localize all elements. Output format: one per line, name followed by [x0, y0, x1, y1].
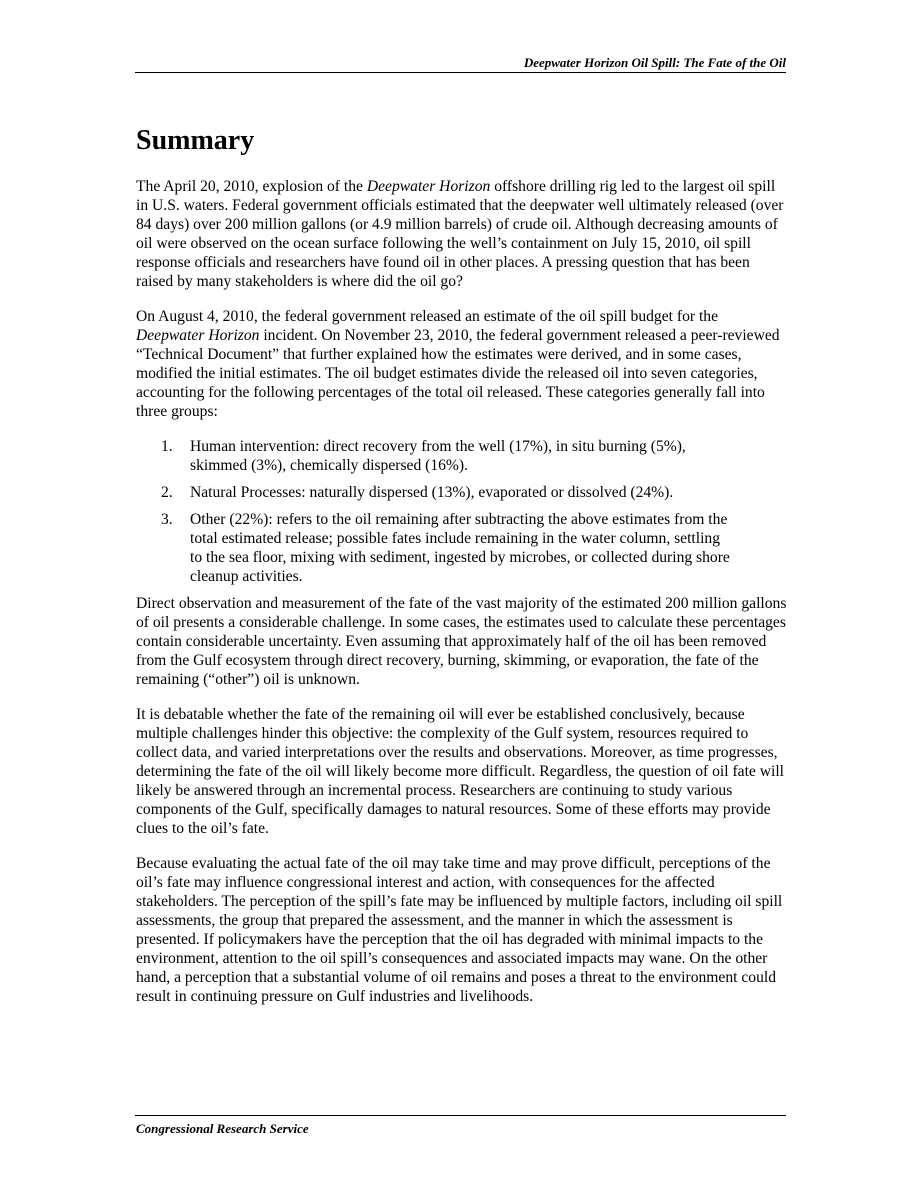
paragraph-1: [136, 177, 788, 291]
list-item-text: Other (22%): refers to the oil remaining after subtracting the above estimates from the total estimated release; possible fates include remaining in the water column, settling to the sea floor, mixing with sediment, ingested by microbes, or collected during shore cleanup activities.: [190, 511, 730, 585]
header-divider: [135, 72, 786, 73]
paragraph-3: Direct observation and measurement of the fate of the vast majority of the estimated 200 million gallons of oil presents a considerable challenge. In some cases, the estimates used to calculate these percentages contain considerable uncertainty. Even assuming that approximately half of the oil has been removed from the Gulf ecosystem through direct recovery, burning, skimming, or evaporation, the fate of the remaining (“other”) oil is unknown.: [136, 595, 787, 688]
list-item-number: 3.: [161, 511, 173, 528]
list-item-text: Human intervention: direct recovery from the well (17%), in situ burning (5%), skimmed (3%), chemically dispersed (16%).: [190, 438, 686, 474]
list-item: [136, 483, 730, 502]
paragraph-1-rest: offshore drilling rig led to the largest oil spill in U.S. waters. Federal government officials estimated that the deepwater well ultimately released (over 84 days) over 200 million gallons (or 4.9 million barrels) of crude oil. Although decreasing amounts of oil were observed on the ocean surface following the well’s containment on July 15, 2010, oil spill response officials and researchers have found oil in other places. A pressing question that has been raised by many stakeholders is where did the oil go?: [136, 178, 784, 290]
running-header: Deepwater Horizon Oil Spill: The Fate of the Oil: [523, 55, 786, 70]
paragraph-1-rig-name: Deepwater Horizon: [366, 178, 491, 195]
list-item-number: 1.: [161, 438, 173, 455]
list-item-number: 2.: [161, 484, 173, 501]
paragraph-5: Because evaluating the actual fate of the oil may take time and may prove difficult, perceptions of the oil’s fate may influence congressional interest and action, with consequences for the affected stakeholders. The perception of the spill’s fate may be influenced by multiple factors, including oil spill assessments, the group that prepared the assessment, and the manner in which the assessment is presented. If policymakers have the perception that the oil has degraded with minimal impacts to the environment, attention to the oil spill’s consequences and associated impacts may wane. On the other hand, a perception that a substantial volume of oil remains and poses a threat to the environment could result in continuing pressure on Gulf industries and livelihoods.: [136, 855, 783, 1005]
page-title: Summary: [136, 125, 255, 156]
paragraph-4: It is debatable whether the fate of the remaining oil will ever be established conclusively, because multiple challenges hinder this objective: the complexity of the Gulf system, resources required to collect data, and varied interpretations over the results and observations. Moreover, as time progresses, determining the fate of the oil will likely become more difficult. Regardless, the question of oil fate will likely be answered through an incremental process. Researchers are continuing to study various components of the Gulf, specifically damages to natural resources. Some of these efforts may provide clues to the oil’s fate.: [136, 706, 784, 837]
paragraph-2-rig-name: Deepwater Horizon: [136, 327, 260, 344]
list-item: [136, 510, 735, 586]
paragraph-2: [136, 307, 788, 421]
paragraph-2-rest: incident. On November 23, 2010, the federal government released a peer-reviewed “Technical Document” that further explained how the estimates were derived, and in some cases, modified the initial estimates. The oil budget estimates divide the released oil into seven categories, accounting for the following percentages of the total oil released. These categories generally fall into three groups:: [136, 327, 780, 420]
paragraph-2-lead: On August 4, 2010, the federal government released an estimate of the oil spill budget for the: [136, 308, 719, 325]
footer-divider: [135, 1115, 786, 1116]
list-item: [136, 437, 730, 475]
summary-body: [136, 177, 788, 1022]
paragraph-1-lead: The April 20, 2010, explosion of the: [136, 178, 367, 195]
list-item-text: Natural Processes: naturally dispersed (13%), evaporated or dissolved (24%).: [190, 484, 674, 501]
oil-budget-groups-list: [136, 437, 788, 586]
footer-publisher: Congressional Research Service: [136, 1121, 309, 1136]
